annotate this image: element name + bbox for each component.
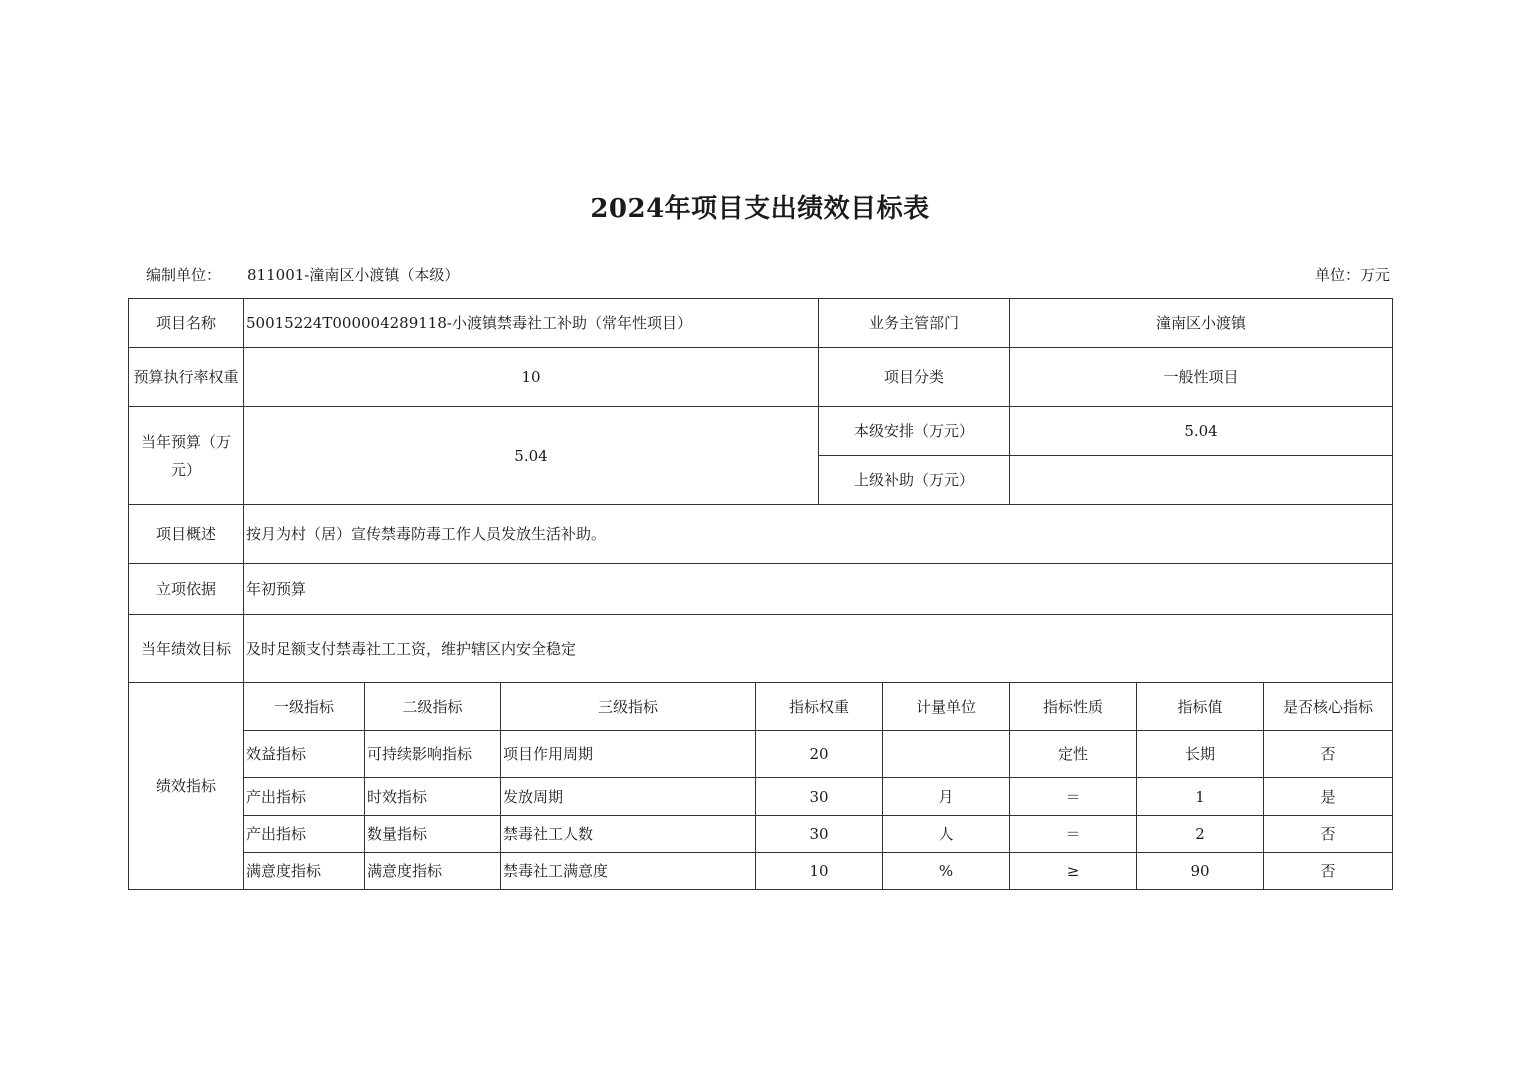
project-name-label: 项目名称 bbox=[129, 299, 244, 348]
value-cell: 长期 bbox=[1137, 731, 1264, 778]
header-weight: 指标权重 bbox=[756, 683, 883, 731]
annual-budget-label: 当年预算（万元） bbox=[129, 407, 244, 505]
compiling-unit bbox=[146, 264, 459, 285]
level3-cell: 项目作用周期 bbox=[501, 731, 756, 778]
nature-cell: ≥ bbox=[1010, 853, 1137, 890]
level1-cell: 产出指标 bbox=[244, 816, 365, 853]
performance-target-table bbox=[128, 298, 1393, 890]
currency-unit: 单位：万元 bbox=[1314, 266, 1390, 284]
level3-cell: 禁毒社工满意度 bbox=[501, 853, 756, 890]
row-basis bbox=[129, 564, 1393, 615]
core-cell: 否 bbox=[1264, 731, 1393, 778]
upper-subsidy-label: 上级补助（万元） bbox=[819, 456, 1010, 505]
indicator-row bbox=[129, 853, 1393, 890]
page-title: 2024年项目支出绩效目标表 bbox=[590, 194, 930, 224]
upper-subsidy-value bbox=[1010, 456, 1393, 505]
header-level1: 一级指标 bbox=[244, 683, 365, 731]
indicator-row bbox=[129, 816, 1393, 853]
core-cell: 是 bbox=[1264, 778, 1393, 816]
annual-goal-label: 当年绩效目标 bbox=[129, 615, 244, 683]
level3-cell: 发放周期 bbox=[501, 778, 756, 816]
level2-cell: 数量指标 bbox=[365, 816, 501, 853]
level2-cell: 时效指标 bbox=[365, 778, 501, 816]
indicator-header-row bbox=[129, 683, 1393, 731]
header-value: 指标值 bbox=[1137, 683, 1264, 731]
row-budget-local bbox=[129, 407, 1393, 456]
overview-label: 项目概述 bbox=[129, 505, 244, 564]
nature-cell: ＝ bbox=[1010, 778, 1137, 816]
level1-cell: 效益指标 bbox=[244, 731, 365, 778]
department-label: 业务主管部门 bbox=[819, 299, 1010, 348]
weight-cell: 10 bbox=[756, 853, 883, 890]
level1-cell: 满意度指标 bbox=[244, 853, 365, 890]
project-name-value: 50015224T000004289118-小渡镇禁毒社工补助（常年性项目） bbox=[244, 299, 819, 348]
project-category-label: 项目分类 bbox=[819, 348, 1010, 407]
header-unit: 计量单位 bbox=[883, 683, 1010, 731]
indicator-row bbox=[129, 778, 1393, 816]
indicators-label: 绩效指标 bbox=[129, 683, 244, 890]
weight-cell: 20 bbox=[756, 731, 883, 778]
project-category-value: 一般性项目 bbox=[1010, 348, 1393, 407]
nature-cell: ＝ bbox=[1010, 816, 1137, 853]
compiling-unit-label: 编制单位： bbox=[146, 266, 222, 284]
unit-cell: 人 bbox=[883, 816, 1010, 853]
row-annual-goal bbox=[129, 615, 1393, 683]
execution-weight-value: 10 bbox=[244, 348, 819, 407]
basis-label: 立项依据 bbox=[129, 564, 244, 615]
header-level2: 二级指标 bbox=[365, 683, 501, 731]
unit-cell: % bbox=[883, 853, 1010, 890]
value-cell: 2 bbox=[1137, 816, 1264, 853]
level2-cell: 满意度指标 bbox=[365, 853, 501, 890]
value-cell: 90 bbox=[1137, 853, 1264, 890]
compiling-unit-value: 811001-潼南区小渡镇（本级） bbox=[247, 266, 460, 284]
weight-cell: 30 bbox=[756, 778, 883, 816]
nature-cell: 定性 bbox=[1010, 731, 1137, 778]
row-project-name bbox=[129, 299, 1393, 348]
department-value: 潼南区小渡镇 bbox=[1010, 299, 1393, 348]
header-core: 是否核心指标 bbox=[1264, 683, 1393, 731]
core-cell: 否 bbox=[1264, 816, 1393, 853]
row-overview bbox=[129, 505, 1393, 564]
level2-cell: 可持续影响指标 bbox=[365, 731, 501, 778]
unit-cell: 月 bbox=[883, 778, 1010, 816]
execution-weight-label: 预算执行率权重 bbox=[129, 348, 244, 407]
value-cell: 1 bbox=[1137, 778, 1264, 816]
level3-cell: 禁毒社工人数 bbox=[501, 816, 756, 853]
row-execution-weight bbox=[129, 348, 1393, 407]
header-level3: 三级指标 bbox=[501, 683, 756, 731]
core-cell: 否 bbox=[1264, 853, 1393, 890]
annual-budget-value: 5.04 bbox=[244, 407, 819, 505]
local-allocation-value: 5.04 bbox=[1010, 407, 1393, 456]
basis-value: 年初预算 bbox=[244, 564, 1393, 615]
header-nature: 指标性质 bbox=[1010, 683, 1137, 731]
level1-cell: 产出指标 bbox=[244, 778, 365, 816]
weight-cell: 30 bbox=[756, 816, 883, 853]
overview-value: 按月为村（居）宣传禁毒防毒工作人员发放生活补助。 bbox=[244, 505, 1393, 564]
indicator-row bbox=[129, 731, 1393, 778]
annual-goal-value: 及时足额支付禁毒社工工资，维护辖区内安全稳定 bbox=[244, 615, 1393, 683]
local-allocation-label: 本级安排（万元） bbox=[819, 407, 1010, 456]
unit-cell bbox=[883, 731, 1010, 778]
